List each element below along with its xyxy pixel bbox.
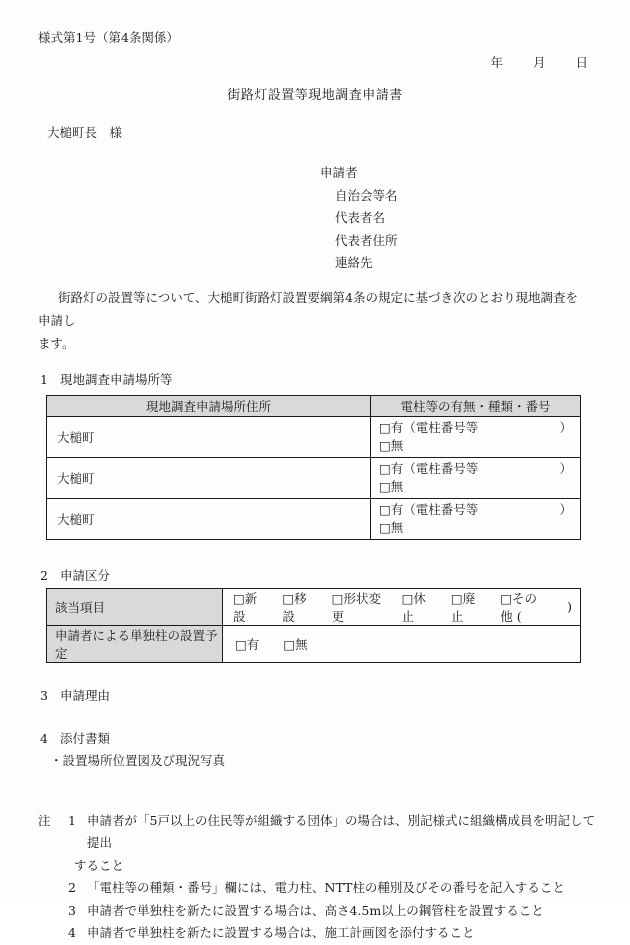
section2-title: 申請区分 xyxy=(60,567,111,583)
section4-title: 添付書類 xyxy=(60,730,111,746)
section2-heading xyxy=(0,566,630,584)
note-number: 1 xyxy=(68,812,76,828)
date-day-label: 日 xyxy=(575,55,588,70)
column-header-address: 現地調査申請場所住所 xyxy=(47,395,371,416)
paren-close: ） xyxy=(559,501,572,517)
option-new-checkbox[interactable]: □新設 xyxy=(233,590,258,624)
section2-number: 2 xyxy=(40,567,48,583)
option-relocate-checkbox[interactable]: □移設 xyxy=(282,590,307,624)
applicant-field-representative-address: 代表者住所 xyxy=(335,232,398,248)
note-mark-spacer xyxy=(38,900,68,923)
form-number: 様式第1号（第4条関係） xyxy=(38,30,179,45)
note-mark-spacer xyxy=(38,877,68,900)
section4-heading xyxy=(0,729,630,747)
note-item xyxy=(38,922,600,945)
pole-no-checkbox-option[interactable]: □無 xyxy=(379,478,404,494)
pole-info-cell xyxy=(371,416,581,457)
section4-number: 4 xyxy=(40,730,48,746)
applicant-block xyxy=(0,162,630,275)
paren-close: ） xyxy=(559,460,572,476)
pole-yes-checkbox-option[interactable]: □有（電柱番号等 xyxy=(379,501,479,517)
statement-line-1: 街路灯の設置等について、大槌町街路灯設置要綱第4条の規定に基づき次のとおり現地調査を申請し xyxy=(38,289,578,328)
note-number: 2 xyxy=(68,880,76,895)
applicant-label: 申請者 xyxy=(320,165,358,180)
table-header-row xyxy=(47,395,581,416)
date-month-label: 月 xyxy=(532,55,546,70)
single-pole-options-cell xyxy=(223,625,581,662)
category-options-cell xyxy=(223,588,581,625)
table-row xyxy=(47,457,581,498)
single-pole-row xyxy=(47,625,581,662)
note-continuation: すること xyxy=(74,857,125,873)
section1-title: 現地調査申請場所等 xyxy=(60,371,173,387)
applicant-field-association-name: 自治会等名 xyxy=(335,187,398,203)
table-row xyxy=(47,416,581,457)
option-abolish-checkbox[interactable]: □廃止 xyxy=(450,590,476,624)
note-item xyxy=(38,810,600,855)
category-row xyxy=(47,588,581,625)
application-category-table xyxy=(46,588,581,663)
notes-block xyxy=(0,810,630,945)
note-number: 4 xyxy=(68,925,76,940)
pole-yes-checkbox-option[interactable]: □有（電柱番号等 xyxy=(379,419,479,435)
pole-info-cell xyxy=(371,457,581,498)
note-mark-spacer xyxy=(38,922,68,945)
section3-heading xyxy=(0,686,630,704)
pole-info-cell xyxy=(371,498,581,539)
addressee: 大槌町長 様 xyxy=(47,125,123,140)
section3-number: 3 xyxy=(40,687,48,703)
option-suspend-checkbox[interactable]: □休止 xyxy=(401,590,426,624)
section1-number: 1 xyxy=(40,371,48,387)
note-item xyxy=(38,877,600,900)
date-line xyxy=(0,53,630,71)
option-shape-change-checkbox[interactable]: □形状変更 xyxy=(331,590,381,624)
single-pole-label: 申請者による単独柱の設置予定 xyxy=(47,625,223,662)
table-row xyxy=(47,498,581,539)
note-text: 申請者で単独柱を新たに設置する場合は、高さ4.5m以上の鋼管柱を設置すること xyxy=(87,902,544,918)
applicant-field-contact: 連絡先 xyxy=(335,255,373,270)
single-pole-no-checkbox[interactable]: □無 xyxy=(283,636,308,652)
note-text: 「電柱等の種類・番号」欄には、電力柱、NTT柱の種別及びその番号を記入すること xyxy=(87,880,565,895)
application-statement xyxy=(0,286,630,355)
address-cell: 大槌町 xyxy=(47,457,371,498)
note-number: 3 xyxy=(68,902,76,918)
note-text: 申請者が「5戸以上の住民等が組織する団体」の場合は、別記様式に組織構成員を明記して提出 xyxy=(87,812,595,850)
single-pole-yes-checkbox[interactable]: □有 xyxy=(235,636,260,652)
date-year-label: 年 xyxy=(490,55,503,70)
statement-line-2: ます。 xyxy=(38,335,75,351)
option-other-checkbox[interactable]: □その他 ( xyxy=(500,590,538,624)
address-cell: 大槌町 xyxy=(47,498,371,539)
column-header-pole-info: 電柱等の有無・種類・番号 xyxy=(371,395,581,416)
attachment-item: ・設置場所位置図及び現況写真 xyxy=(50,752,226,768)
pole-no-checkbox-option[interactable]: □無 xyxy=(379,437,404,453)
paren-close: ） xyxy=(559,419,572,435)
note-item xyxy=(38,900,600,923)
applicant-field-representative-name: 代表者名 xyxy=(335,210,386,225)
pole-yes-checkbox-option[interactable]: □有（電柱番号等 xyxy=(379,460,479,476)
section1-heading xyxy=(0,370,630,388)
page-title: 街路灯設置等現地調査申請書 xyxy=(227,88,403,103)
survey-location-table xyxy=(46,395,581,540)
category-label: 該当項目 xyxy=(47,588,223,625)
pole-no-checkbox-option[interactable]: □無 xyxy=(379,519,404,535)
note-mark: 注 xyxy=(38,812,51,828)
paren-close: ) xyxy=(567,599,573,614)
section3-title: 申請理由 xyxy=(60,687,111,703)
address-cell: 大槌町 xyxy=(47,416,371,457)
note-text: 申請者で単独柱を新たに設置する場合は、施工計画図を添付すること xyxy=(87,925,475,940)
